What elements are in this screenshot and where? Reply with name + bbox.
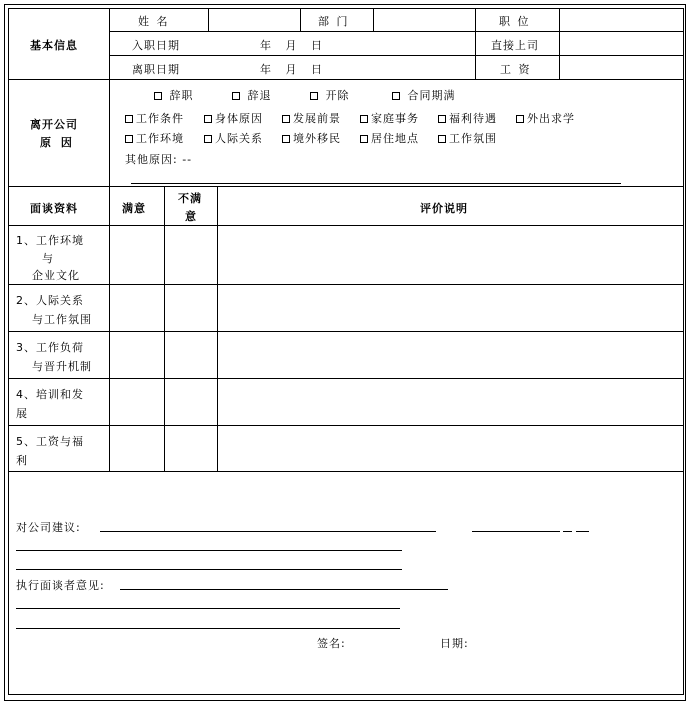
grid-line bbox=[9, 186, 683, 187]
department-field[interactable] bbox=[376, 12, 472, 28]
grid-line bbox=[9, 425, 683, 426]
position-field[interactable] bbox=[562, 12, 680, 28]
satisfied-header: 满意 bbox=[122, 202, 146, 215]
position-label: 职 位 bbox=[499, 15, 531, 28]
interview-item-label: 5、工资与福 bbox=[16, 435, 84, 448]
opinion-line[interactable] bbox=[16, 608, 400, 609]
grid-line bbox=[9, 378, 683, 379]
checkbox-icon bbox=[154, 92, 162, 100]
reason-option[interactable]: 境外移民 bbox=[282, 130, 341, 146]
interview-header: 面谈资料 bbox=[30, 202, 78, 215]
checkbox-icon bbox=[360, 115, 368, 123]
comment-header: 评价说明 bbox=[420, 202, 468, 215]
interview-item-label: 4、培训和发 bbox=[16, 388, 84, 401]
checkbox-icon bbox=[204, 115, 212, 123]
suggestion-line[interactable] bbox=[472, 531, 560, 532]
checkbox-icon bbox=[310, 92, 318, 100]
opinion-line[interactable] bbox=[16, 628, 400, 629]
comment-cell[interactable] bbox=[219, 333, 681, 377]
hire-date-field[interactable]: 年 月 日 bbox=[260, 39, 323, 52]
grid-line bbox=[217, 186, 218, 471]
reason-option[interactable]: 福利待遇 bbox=[438, 110, 497, 126]
checkbox-icon bbox=[125, 115, 133, 123]
checkbox-icon bbox=[282, 115, 290, 123]
comment-cell[interactable] bbox=[219, 227, 681, 283]
grid-line bbox=[9, 284, 683, 285]
checkbox-icon bbox=[438, 115, 446, 123]
unsatisfied-cell[interactable] bbox=[166, 380, 216, 424]
reason-option[interactable]: 居住地点 bbox=[360, 130, 419, 146]
suggestion-label: 对公司建议: bbox=[16, 521, 81, 534]
satisfied-cell[interactable] bbox=[111, 333, 163, 377]
unsatisfied-header-1: 不满 bbox=[178, 192, 202, 205]
reason-option[interactable]: 发展前景 bbox=[282, 110, 341, 126]
leave-date-field[interactable]: 年 月 日 bbox=[260, 63, 323, 76]
comment-cell[interactable] bbox=[219, 427, 681, 470]
suggestion-line[interactable] bbox=[16, 569, 402, 570]
grid-line bbox=[9, 225, 683, 226]
leave-reason-label-2: 原 因 bbox=[40, 136, 75, 149]
date-field[interactable] bbox=[476, 632, 566, 650]
reason-option[interactable]: 工作环境 bbox=[125, 130, 184, 146]
checkbox-icon bbox=[204, 135, 212, 143]
satisfied-cell[interactable] bbox=[111, 286, 163, 330]
unsatisfied-cell[interactable] bbox=[166, 286, 216, 330]
comment-cell[interactable] bbox=[219, 286, 681, 330]
date-label: 日期: bbox=[440, 637, 469, 650]
satisfied-cell[interactable] bbox=[111, 227, 163, 283]
satisfied-cell[interactable] bbox=[111, 427, 163, 470]
grid-line bbox=[208, 9, 209, 31]
type-option[interactable]: 开除 bbox=[310, 87, 350, 103]
opinion-line[interactable] bbox=[120, 589, 448, 590]
grid-line bbox=[164, 186, 165, 471]
interview-item-label: 与 bbox=[42, 252, 54, 265]
suggestion-line[interactable] bbox=[16, 550, 402, 551]
grid-line bbox=[373, 9, 374, 31]
reason-option[interactable]: 身体原因 bbox=[204, 110, 263, 126]
suggestion-line[interactable] bbox=[402, 531, 436, 532]
other-reason-label: 其他原因: -- bbox=[125, 153, 193, 166]
name-field[interactable] bbox=[210, 12, 298, 28]
grid-line bbox=[109, 31, 683, 32]
hire-date-label: 入职日期 bbox=[132, 39, 180, 52]
grid-line bbox=[109, 55, 683, 56]
satisfied-cell[interactable] bbox=[111, 380, 163, 424]
basic-info-label: 基本信息 bbox=[30, 39, 78, 52]
interview-item-label: 与晋升机制 bbox=[32, 360, 92, 373]
checkbox-icon bbox=[282, 135, 290, 143]
grid-line bbox=[475, 9, 476, 79]
interview-item-label: 利 bbox=[16, 454, 28, 467]
checkbox-icon bbox=[232, 92, 240, 100]
suggestion-line[interactable] bbox=[563, 531, 572, 532]
checkbox-icon bbox=[125, 135, 133, 143]
reason-option[interactable]: 工作条件 bbox=[125, 110, 184, 126]
grid-line bbox=[559, 9, 560, 79]
reason-option[interactable]: 外出求学 bbox=[516, 110, 575, 126]
type-option[interactable]: 辞退 bbox=[232, 87, 272, 103]
comment-cell[interactable] bbox=[219, 380, 681, 424]
reason-option[interactable]: 工作氛围 bbox=[438, 130, 497, 146]
unsatisfied-cell[interactable] bbox=[166, 227, 216, 283]
grid-line bbox=[109, 9, 110, 186]
supervisor-field[interactable] bbox=[562, 35, 680, 51]
leave-date-label: 离职日期 bbox=[132, 63, 180, 76]
interview-item-label: 与工作氛围 bbox=[32, 313, 92, 326]
suggestion-line[interactable] bbox=[100, 531, 436, 532]
department-label: 部 门 bbox=[318, 15, 350, 28]
grid-line bbox=[9, 79, 683, 80]
grid-line bbox=[9, 471, 683, 472]
checkbox-icon bbox=[392, 92, 400, 100]
reason-option[interactable]: 人际关系 bbox=[204, 130, 263, 146]
unsatisfied-cell[interactable] bbox=[166, 427, 216, 470]
interview-item-label: 2、人际关系 bbox=[16, 294, 84, 307]
type-option[interactable]: 辞职 bbox=[154, 87, 194, 103]
unsatisfied-header-2: 意 bbox=[185, 210, 197, 223]
salary-field[interactable] bbox=[562, 59, 680, 75]
grid-line bbox=[109, 186, 110, 471]
grid-line bbox=[300, 9, 301, 31]
suggestion-line[interactable] bbox=[576, 531, 589, 532]
signature-field[interactable] bbox=[352, 632, 422, 650]
other-reason-line[interactable] bbox=[131, 183, 621, 184]
opinion-label: 执行面谈者意见: bbox=[16, 579, 105, 592]
name-label: 姓 名 bbox=[138, 15, 170, 28]
interview-item-label: 3、工作负荷 bbox=[16, 341, 84, 354]
supervisor-label: 直接上司 bbox=[491, 39, 539, 52]
interview-item-label: 企业文化 bbox=[32, 269, 80, 282]
checkbox-icon bbox=[360, 135, 368, 143]
grid-line bbox=[9, 331, 683, 332]
type-option[interactable]: 合同期满 bbox=[392, 87, 456, 103]
signature-label: 签名: bbox=[317, 637, 346, 650]
leave-reason-label-1: 离开公司 bbox=[30, 118, 78, 131]
checkbox-icon bbox=[438, 135, 446, 143]
salary-label: 工 资 bbox=[500, 63, 532, 76]
interview-item-label: 1、工作环境 bbox=[16, 234, 84, 247]
interview-item-label: 展 bbox=[16, 407, 28, 420]
reason-option[interactable]: 家庭事务 bbox=[360, 110, 419, 126]
unsatisfied-cell[interactable] bbox=[166, 333, 216, 377]
checkbox-icon bbox=[516, 115, 524, 123]
